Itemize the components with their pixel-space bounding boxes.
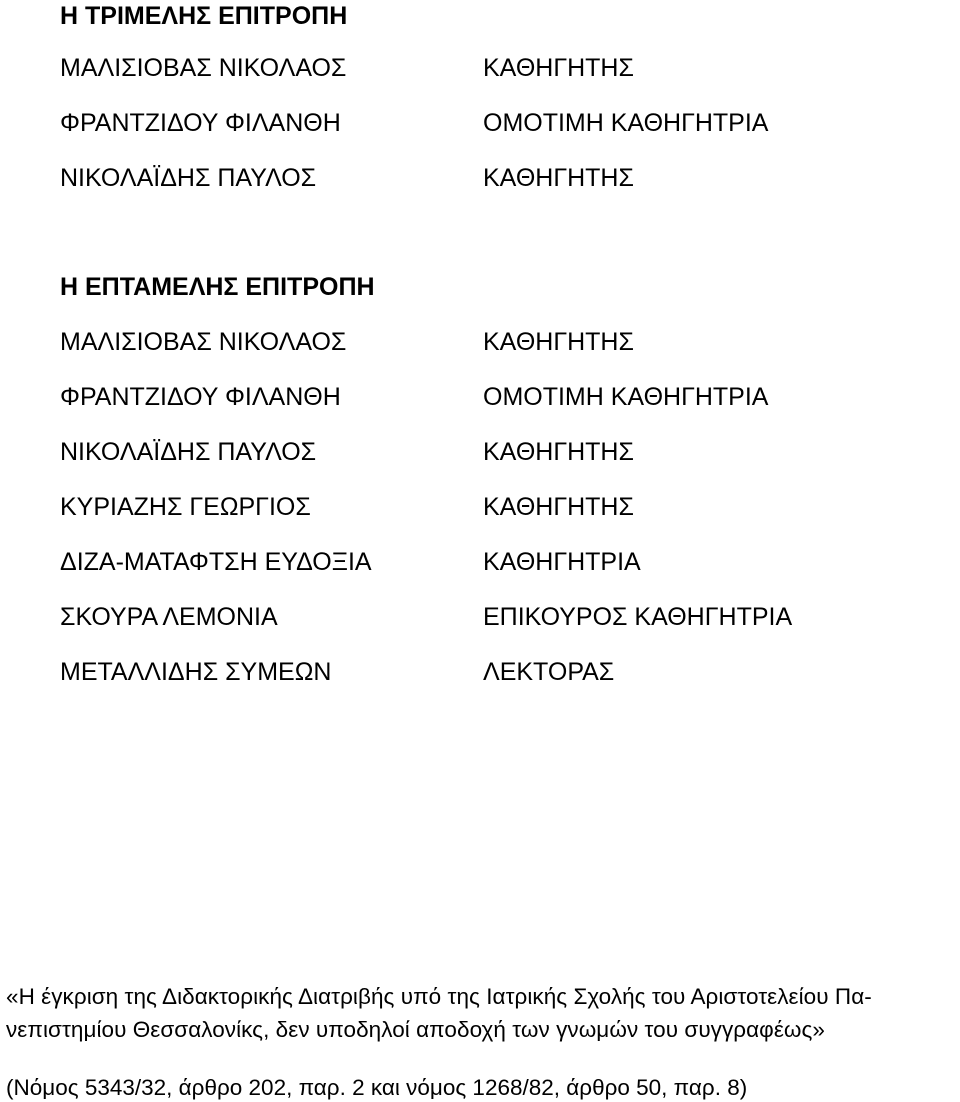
committee-member-row xyxy=(60,436,940,468)
disclaimer-line: νεπιστημίου Θεσσαλονίκς, δεν υποδηλοί αποδοχή των γνωμών του συγγραφέως» xyxy=(6,1017,825,1042)
member-name: ΜΑΛΙΣΙΟΒΑΣ ΝΙΚΟΛΑΟΣ xyxy=(60,328,347,356)
committee-member-row xyxy=(60,656,940,688)
member-name: ΝΙΚΟΛΑΪΔΗΣ ΠΑΥΛΟΣ xyxy=(60,438,317,466)
member-rank: ΚΑΘΗΓΗΤΡΙΑ xyxy=(483,548,641,576)
committee-member-row xyxy=(60,546,940,578)
committee-member-row xyxy=(60,491,940,523)
member-rank: ΛΕΚΤΟΡΑΣ xyxy=(483,658,615,686)
member-rank: ΚΑΘΗΓΗΤΗΣ xyxy=(483,54,634,82)
committee-member-row xyxy=(60,162,940,194)
committee-member-row xyxy=(60,52,940,84)
member-name: ΜΕΤΑΛΛΙΔΗΣ ΣΥΜΕΩΝ xyxy=(60,658,332,686)
member-name: ΜΑΛΙΣΙΟΒΑΣ ΝΙΚΟΛΑΟΣ xyxy=(60,54,347,82)
member-name: ΝΙΚΟΛΑΪΔΗΣ ΠΑΥΛΟΣ xyxy=(60,164,317,192)
member-rank: ΚΑΘΗΓΗΤΗΣ xyxy=(483,438,634,466)
member-name: ΣΚΟΥΡΑ ΛΕΜΟΝΙΑ xyxy=(60,603,278,631)
three-member-committee-title: Η ΤΡΙΜΕΛΗΣ ΕΠΙΤΡΟΠΗ xyxy=(60,2,348,30)
disclaimer-paragraph xyxy=(6,980,956,1046)
member-rank: ΟΜΟΤΙΜΗ ΚΑΘΗΓΗΤΡΙΑ xyxy=(483,109,769,137)
member-name: ΦΡΑΝΤΖΙΔΟΥ ΦΙΛΑΝΘΗ xyxy=(60,109,341,137)
member-name: ΚΥΡΙΑΖΗΣ ΓΕΩΡΓΙΟΣ xyxy=(60,493,311,521)
member-rank: ΚΑΘΗΓΗΤΗΣ xyxy=(483,328,634,356)
member-rank: ΟΜΟΤΙΜΗ ΚΑΘΗΓΗΤΡΙΑ xyxy=(483,383,769,411)
committee-member-row xyxy=(60,107,940,139)
legal-reference: (Νόμος 5343/32, άρθρο 202, παρ. 2 και νόμος 1268/82, άρθρο 50, παρ. 8) xyxy=(6,1075,748,1100)
seven-member-committee-title: Η ΕΠΤΑΜΕΛΗΣ ΕΠΙΤΡΟΠΗ xyxy=(60,273,375,301)
committee-member-row xyxy=(60,326,940,358)
member-rank: ΚΑΘΗΓΗΤΗΣ xyxy=(483,493,634,521)
committee-member-row xyxy=(60,381,940,413)
member-name: ΦΡΑΝΤΖΙΔΟΥ ΦΙΛΑΝΘΗ xyxy=(60,383,341,411)
committee-member-row xyxy=(60,601,940,633)
member-name: ΔΙΖΑ-ΜΑΤΑΦΤΣΗ ΕΥΔΟΞΙΑ xyxy=(60,548,372,576)
member-rank: ΚΑΘΗΓΗΤΗΣ xyxy=(483,164,634,192)
disclaimer-line: «Η έγκριση της Διδακτορικής Διατριβής υπό της Ιατρικής Σχολής του Αριστοτελείου Πα- xyxy=(6,984,872,1009)
member-rank: ΕΠΙΚΟΥΡΟΣ ΚΑΘΗΓΗΤΡΙΑ xyxy=(483,603,793,631)
